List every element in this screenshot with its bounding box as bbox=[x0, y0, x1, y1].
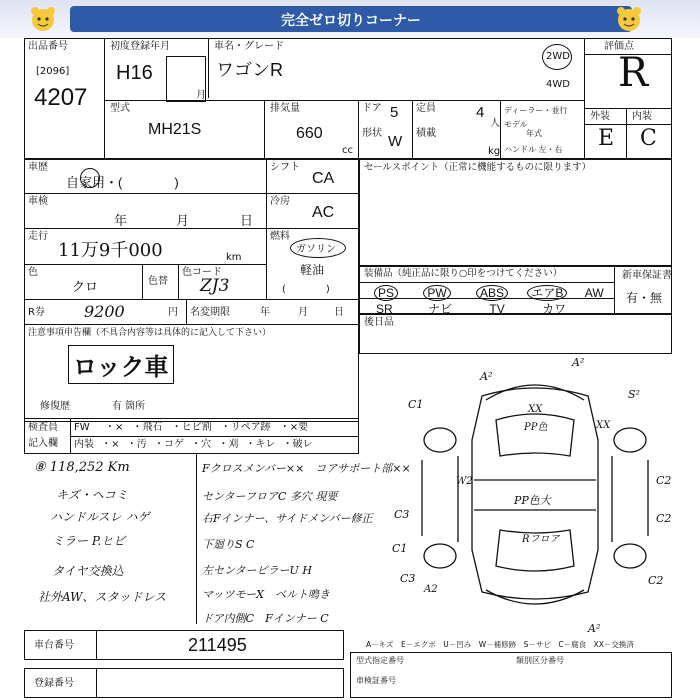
lot-label: 出品番号 bbox=[28, 41, 68, 52]
check-crack: ・ヒビ割 bbox=[171, 422, 212, 433]
equip-pw: PW bbox=[423, 285, 450, 301]
diagram-mark-8: PP色大 bbox=[514, 494, 551, 507]
steering-label: ハンドル 左・右 bbox=[504, 145, 563, 154]
divider bbox=[208, 38, 209, 98]
diagram-mark-4: XX bbox=[528, 404, 543, 415]
equip-aw: AW bbox=[584, 286, 604, 300]
legend: A－キズ E－エクボ U－凹み W－補修跡 S－サビ C－腐食 XX－交換済 bbox=[366, 640, 634, 649]
check-cut: ・刈 bbox=[218, 439, 239, 450]
recycle-value: 9200 bbox=[84, 302, 125, 321]
divider bbox=[70, 436, 359, 437]
note-right-3: 下廻りS C bbox=[202, 538, 255, 551]
name-change-label: 名変期限 bbox=[190, 307, 230, 318]
note-right-4: 左センターピラーU H bbox=[202, 564, 312, 577]
inspection-label: 車検 bbox=[28, 196, 48, 207]
doors-value: 5 bbox=[390, 104, 399, 121]
note-right-5: マッツモーX ベルト鳴き bbox=[202, 588, 330, 601]
mileage-value: 11万9千000 bbox=[58, 240, 163, 261]
first-reg-era: H16 bbox=[116, 62, 153, 84]
divider bbox=[584, 124, 672, 125]
divider bbox=[96, 668, 97, 698]
diagram-mark-9: C2 bbox=[656, 474, 672, 487]
note-right-2: 右Fインナー、サイドメンバー修正 bbox=[202, 512, 373, 525]
diagram-mark-13: C2 bbox=[648, 574, 664, 587]
divider bbox=[178, 264, 179, 299]
recycle-label: R券 bbox=[28, 307, 45, 318]
divider bbox=[196, 454, 197, 624]
displacement-label: 排気量 bbox=[270, 103, 300, 114]
divider bbox=[70, 418, 71, 454]
first-reg-month: 月 bbox=[196, 90, 206, 101]
check-repair: ・リペア跡 bbox=[220, 422, 271, 433]
checks-row2 bbox=[74, 439, 313, 451]
check-break: ・破レ bbox=[282, 439, 313, 450]
recycle-unit: 円 bbox=[168, 307, 178, 318]
note-left-2: ハンドルスレ ハゲ bbox=[50, 510, 150, 524]
model-value: MH21S bbox=[148, 121, 202, 138]
exterior-grade: E bbox=[598, 126, 615, 151]
first-reg-label: 初度登録年月 bbox=[110, 41, 170, 52]
notes-label: 注意事項申告欄（不具合内容等は具体的に記入して下さい） bbox=[28, 328, 272, 338]
cooling-label: 冷房 bbox=[270, 196, 290, 207]
warranty-label: 新車保証書 bbox=[622, 270, 672, 281]
divider bbox=[500, 100, 501, 159]
note-left-5: 社外AW、スタッドレス bbox=[38, 590, 167, 604]
shift-value: CA bbox=[312, 170, 335, 187]
displacement-unit: cc bbox=[342, 145, 353, 156]
diagram-mark-5: PP色 bbox=[524, 422, 548, 433]
check-x: ・× bbox=[101, 439, 120, 450]
equip-abs: ABS bbox=[476, 285, 508, 301]
cert-number-label: 車検証番号 bbox=[356, 676, 396, 685]
model-label: 型式 bbox=[110, 103, 130, 114]
divider bbox=[186, 299, 187, 324]
equip-tv: TV bbox=[489, 302, 505, 316]
drive-2wd: 2WD bbox=[546, 51, 570, 62]
registration-label: 登録番号 bbox=[34, 678, 74, 689]
divider bbox=[264, 100, 265, 159]
fuel-diesel: 軽油 bbox=[300, 263, 325, 277]
lot-code: [2096] bbox=[36, 66, 70, 77]
note-left-1: キズ・ヘコミ bbox=[56, 488, 128, 502]
divider bbox=[626, 108, 627, 159]
cert-label: 型式指定番号 bbox=[356, 656, 404, 665]
equip-sr: SR bbox=[376, 302, 393, 316]
diagram-mark-10: C3 bbox=[394, 508, 410, 521]
shape-value: W bbox=[388, 133, 403, 150]
color-code-label: 色コード bbox=[182, 267, 222, 278]
history-circle bbox=[80, 168, 100, 188]
notes-value: ロック車 bbox=[68, 345, 174, 384]
fuel-gas-circle bbox=[290, 238, 346, 258]
check-fw: FW bbox=[74, 422, 90, 433]
fuel-gas: ガソリン bbox=[296, 244, 336, 255]
note-left-0: ⑧ 118,252 Km bbox=[34, 460, 130, 475]
load-label: 積載 bbox=[416, 128, 436, 139]
note-right-6: ドア内側C Fインナー C bbox=[202, 612, 329, 625]
capacity-label: 定員 bbox=[416, 103, 436, 114]
divider bbox=[96, 630, 97, 660]
diagram-mark-11: C2 bbox=[656, 512, 672, 525]
diagram-mark-6: XX bbox=[596, 420, 611, 431]
divider bbox=[412, 100, 413, 159]
divider bbox=[614, 266, 615, 314]
checks-row1 bbox=[74, 422, 308, 434]
diagram-mark-15: A2 bbox=[424, 584, 438, 595]
shift-label: シフト bbox=[270, 162, 300, 173]
header-banner bbox=[0, 0, 700, 38]
equip-airbag: エアB bbox=[527, 285, 567, 301]
diagram-mark-14: C3 bbox=[400, 572, 416, 585]
exterior-label: 外装 bbox=[590, 111, 610, 122]
divider bbox=[24, 228, 359, 229]
divider bbox=[104, 100, 584, 101]
rating-value: R bbox=[618, 50, 649, 96]
divider bbox=[584, 38, 585, 159]
repair-history-label: 修復歴 bbox=[40, 401, 70, 412]
model-year-model-label: モデル bbox=[504, 120, 528, 129]
divider bbox=[142, 264, 143, 299]
capacity-unit: 人 bbox=[490, 118, 500, 129]
check-need: ・×要 bbox=[279, 422, 309, 433]
mascot-right-icon bbox=[614, 6, 644, 32]
checks-label-2: 記入欄 bbox=[28, 438, 58, 449]
check-burn: ・コゲ bbox=[153, 439, 184, 450]
history-label: 車歴 bbox=[28, 162, 48, 173]
divider bbox=[584, 108, 672, 109]
divider bbox=[24, 193, 359, 194]
color-change-label: 色替 bbox=[148, 276, 168, 287]
doors-label: ドア bbox=[362, 103, 382, 114]
displacement-value: 660 bbox=[296, 125, 323, 142]
check-dirt: ・汚 bbox=[126, 439, 147, 450]
color-label: 色 bbox=[28, 267, 38, 278]
check-tear: ・キレ bbox=[245, 439, 276, 450]
cooling-value: AC bbox=[312, 204, 335, 221]
warranty-value: 有・無 bbox=[626, 291, 663, 305]
header-title-bar bbox=[70, 6, 632, 32]
check-scratch: ・× bbox=[104, 422, 124, 433]
note-left-3: ミラー P.ヒビ bbox=[52, 534, 126, 548]
page-title: 完全ゼロ切りコーナー bbox=[281, 13, 421, 29]
divider bbox=[266, 159, 267, 299]
fuel-label: 燃料 bbox=[270, 231, 290, 242]
equipment-label: 装備品（純正品に限り○印をつけてください） bbox=[364, 268, 563, 279]
sales-point-frame bbox=[359, 159, 672, 266]
inspection-month: 月 bbox=[176, 213, 190, 228]
interior-label: 内装 bbox=[632, 111, 652, 122]
category-label: 類別区分番号 bbox=[516, 656, 564, 665]
diagram-mark-17: Rフロア bbox=[522, 534, 560, 545]
check-interior: 内装 bbox=[74, 439, 94, 450]
divider bbox=[359, 282, 614, 283]
car-name-value: ワゴンR bbox=[216, 60, 283, 80]
rating-label: 評価点 bbox=[604, 41, 634, 52]
chassis-value: 211495 bbox=[188, 635, 247, 655]
divider bbox=[104, 38, 105, 159]
note-right-1: センターフロアC 多穴 現要 bbox=[202, 490, 338, 503]
model-year-label: 年式 bbox=[526, 129, 542, 138]
name-change-month: 月 bbox=[298, 307, 308, 318]
fuel-paren: ( ) bbox=[282, 284, 330, 295]
note-left-4: タイヤ交換込 bbox=[52, 564, 124, 578]
inspection-year: 年 bbox=[114, 213, 128, 228]
car-name-label: 車名・グレード bbox=[214, 41, 284, 52]
color-code: ZJ3 bbox=[200, 276, 230, 296]
color-value: クロ bbox=[72, 279, 99, 294]
shape-label: 形状 bbox=[362, 128, 382, 139]
name-change-day: 日 bbox=[334, 307, 344, 318]
diagram-mark-7: W2 bbox=[456, 476, 473, 487]
diagram-mark-3: C1 bbox=[408, 398, 424, 411]
mileage-label: 走行 bbox=[28, 231, 48, 242]
equip-ps: PS bbox=[374, 285, 398, 301]
equipment-row1 bbox=[374, 284, 604, 301]
equip-leather: カワ bbox=[542, 302, 567, 316]
diagram-mark-12: C1 bbox=[392, 542, 408, 555]
mascot-left-icon bbox=[28, 6, 58, 32]
divider bbox=[24, 324, 359, 325]
after-fit-label: 後日品 bbox=[364, 317, 394, 328]
interior-grade: C bbox=[640, 126, 657, 151]
diagram-mark-0: A² bbox=[480, 370, 493, 383]
sheet-top-frame bbox=[24, 38, 672, 159]
chassis-label: 車台番号 bbox=[34, 640, 74, 651]
check-stone: ・飛石 bbox=[132, 422, 163, 433]
repair-history-value: 有 箇所 bbox=[112, 401, 146, 412]
equip-navi: ナビ bbox=[428, 302, 453, 316]
drive-4wd: 4WD bbox=[546, 79, 570, 90]
diagram-mark-1: A² bbox=[572, 356, 585, 369]
check-hole: ・穴 bbox=[191, 439, 212, 450]
after-fit-frame bbox=[359, 314, 672, 354]
divider bbox=[358, 100, 359, 159]
load-unit: kg bbox=[488, 146, 501, 157]
lot-number: 4207 bbox=[34, 84, 88, 111]
diagram-mark-2: S² bbox=[628, 388, 640, 401]
history-value: 自家用・( ) bbox=[66, 175, 179, 190]
note-right-0: Fクロスメンバー×× コアサポート部×× bbox=[202, 462, 411, 475]
sales-point-label: セールスポイント（正常に機能するものに限ります） bbox=[364, 162, 592, 173]
mileage-unit: km bbox=[226, 252, 242, 263]
dealer-label: ディーラー・並行 bbox=[504, 106, 568, 115]
divider bbox=[24, 299, 359, 300]
checks-label-1: 検査員 bbox=[28, 422, 58, 433]
name-change-year: 年 bbox=[260, 307, 270, 318]
inspection-day: 日 bbox=[240, 213, 254, 228]
divider bbox=[24, 264, 266, 265]
diagram-mark-16: A² bbox=[588, 622, 601, 635]
capacity-value: 4 bbox=[476, 104, 485, 121]
